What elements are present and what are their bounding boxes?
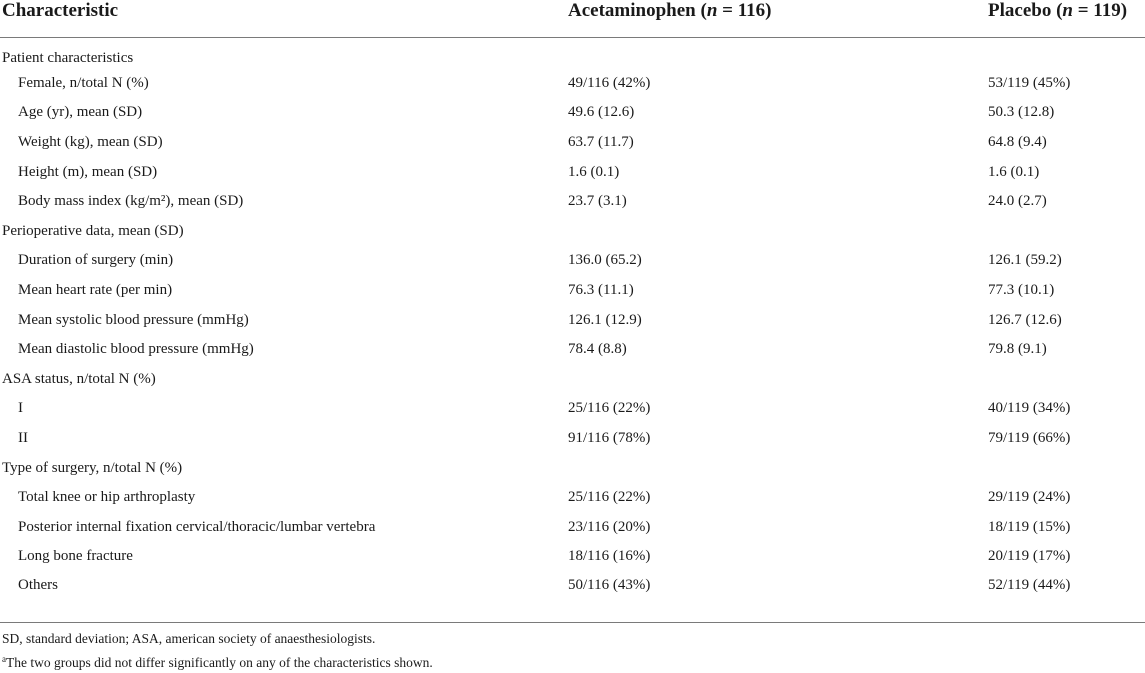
row-label: Age (yr), mean (SD) xyxy=(18,104,143,121)
placebo-value: 77.3 (10.1) xyxy=(988,281,1055,298)
header-acetaminophen-label: Acetaminophen xyxy=(568,0,696,21)
header-placebo-n: (n = 119) xyxy=(1056,0,1128,21)
table-row xyxy=(0,542,1145,572)
acetaminophen-value xyxy=(566,453,986,483)
placebo-value xyxy=(986,38,1145,69)
table-row xyxy=(0,127,1145,157)
row-label: Duration of surgery (min) xyxy=(18,252,174,269)
acetaminophen-value xyxy=(566,38,986,69)
footnote-abbreviations: SD, standard deviation; ASA, american society of anaesthesiologists. xyxy=(2,631,376,646)
table-section-row xyxy=(0,364,1145,394)
placebo-value xyxy=(986,453,1145,483)
row-label: Weight (kg), mean (SD) xyxy=(18,133,163,150)
table-row xyxy=(0,275,1145,305)
acetaminophen-value: 18/116 (16%) xyxy=(568,548,651,565)
acetaminophen-value: 25/116 (22%) xyxy=(568,489,651,506)
acetaminophen-value xyxy=(566,364,986,394)
footnote-marker: a xyxy=(2,654,6,664)
table-row xyxy=(0,512,1145,542)
placebo-value: 50.3 (12.8) xyxy=(988,104,1055,121)
row-label: Others xyxy=(18,577,58,594)
acetaminophen-value: 25/116 (22%) xyxy=(568,400,651,417)
placebo-value: 53/119 (45%) xyxy=(988,74,1071,91)
acetaminophen-value: 49/116 (42%) xyxy=(568,74,651,91)
placebo-value: 1.6 (0.1) xyxy=(988,163,1040,180)
table-row xyxy=(0,571,1145,599)
row-label: Long bone fracture xyxy=(18,548,133,565)
table-section-row xyxy=(0,216,1145,246)
header-row xyxy=(0,0,1145,38)
placebo-value: 40/119 (34%) xyxy=(988,400,1071,417)
n-symbol: n xyxy=(1062,0,1073,21)
acetaminophen-value: 50/116 (43%) xyxy=(568,577,651,594)
acetaminophen-value: 1.6 (0.1) xyxy=(568,163,620,180)
acetaminophen-value: 23/116 (20%) xyxy=(568,518,651,535)
table-row xyxy=(0,157,1145,187)
acetaminophen-value: 63.7 (11.7) xyxy=(568,133,634,150)
acetaminophen-value: 126.1 (12.9) xyxy=(568,311,642,328)
row-label: II xyxy=(18,429,28,446)
row-label: Mean systolic blood pressure (mmHg) xyxy=(18,311,249,328)
header-placebo-label: Placebo xyxy=(988,0,1052,21)
row-label: Total knee or hip arthroplasty xyxy=(18,489,196,506)
footnote-significance xyxy=(2,649,433,673)
table-row xyxy=(0,68,1145,98)
placebo-value: 52/119 (44%) xyxy=(988,577,1071,594)
acetaminophen-value: 136.0 (65.2) xyxy=(568,252,642,269)
row-label: I xyxy=(18,400,23,417)
table-row xyxy=(0,423,1145,453)
acetaminophen-value: 78.4 (8.8) xyxy=(568,341,627,358)
header-acetaminophen xyxy=(566,0,986,38)
table-section-row xyxy=(0,453,1145,483)
table-row xyxy=(0,482,1145,512)
header-acetaminophen-n: (n = 116) xyxy=(700,0,772,21)
acetaminophen-value xyxy=(566,216,986,246)
table-row xyxy=(0,186,1145,216)
row-label: Female, n/total N (%) xyxy=(18,74,149,91)
placebo-value: 18/119 (15%) xyxy=(988,518,1071,535)
placebo-value xyxy=(986,364,1145,394)
placebo-value: 29/119 (24%) xyxy=(988,489,1071,506)
row-label: Mean heart rate (per min) xyxy=(18,281,173,298)
acetaminophen-value: 76.3 (11.1) xyxy=(568,281,634,298)
table-row xyxy=(0,246,1145,276)
table-row xyxy=(0,394,1145,424)
table-bottom-rule xyxy=(0,622,1145,623)
section-label: Type of surgery, n/total N (%) xyxy=(2,459,183,476)
placebo-value: 79.8 (9.1) xyxy=(988,341,1047,358)
acetaminophen-value: 23.7 (3.1) xyxy=(568,193,627,210)
row-label: Height (m), mean (SD) xyxy=(18,163,158,180)
row-label: Mean diastolic blood pressure (mmHg) xyxy=(18,341,254,358)
placebo-value: 126.7 (12.6) xyxy=(988,311,1062,328)
placebo-value xyxy=(986,216,1145,246)
row-label: Body mass index (kg/m²), mean (SD) xyxy=(18,193,244,210)
header-placebo xyxy=(986,0,1145,38)
placebo-value: 79/119 (66%) xyxy=(988,429,1071,446)
table-section-row xyxy=(0,38,1145,69)
table-row xyxy=(0,334,1145,364)
row-label: Posterior internal fixation cervical/thoracic/lumbar vertebra xyxy=(18,518,376,535)
placebo-value: 24.0 (2.7) xyxy=(988,193,1047,210)
acetaminophen-value: 49.6 (12.6) xyxy=(568,104,635,121)
header-characteristic: Characteristic xyxy=(0,0,566,38)
table-body xyxy=(0,38,1145,600)
section-label: Perioperative data, mean (SD) xyxy=(2,222,184,239)
table-footnotes xyxy=(2,628,433,673)
placebo-value: 126.1 (59.2) xyxy=(988,252,1062,269)
table-row xyxy=(0,305,1145,335)
n-symbol: n xyxy=(706,0,718,21)
footnote-significance-text: The two groups did not differ significantly on any of the characteristics shown. xyxy=(6,655,433,670)
placebo-value: 64.8 (9.4) xyxy=(988,133,1047,150)
table-header xyxy=(0,0,1145,38)
acetaminophen-value: 91/116 (78%) xyxy=(568,429,651,446)
placebo-value: 20/119 (17%) xyxy=(988,548,1071,565)
table-row xyxy=(0,98,1145,128)
section-label: Patient characteristics xyxy=(2,50,134,66)
section-label: ASA status, n/total N (%) xyxy=(2,370,156,387)
